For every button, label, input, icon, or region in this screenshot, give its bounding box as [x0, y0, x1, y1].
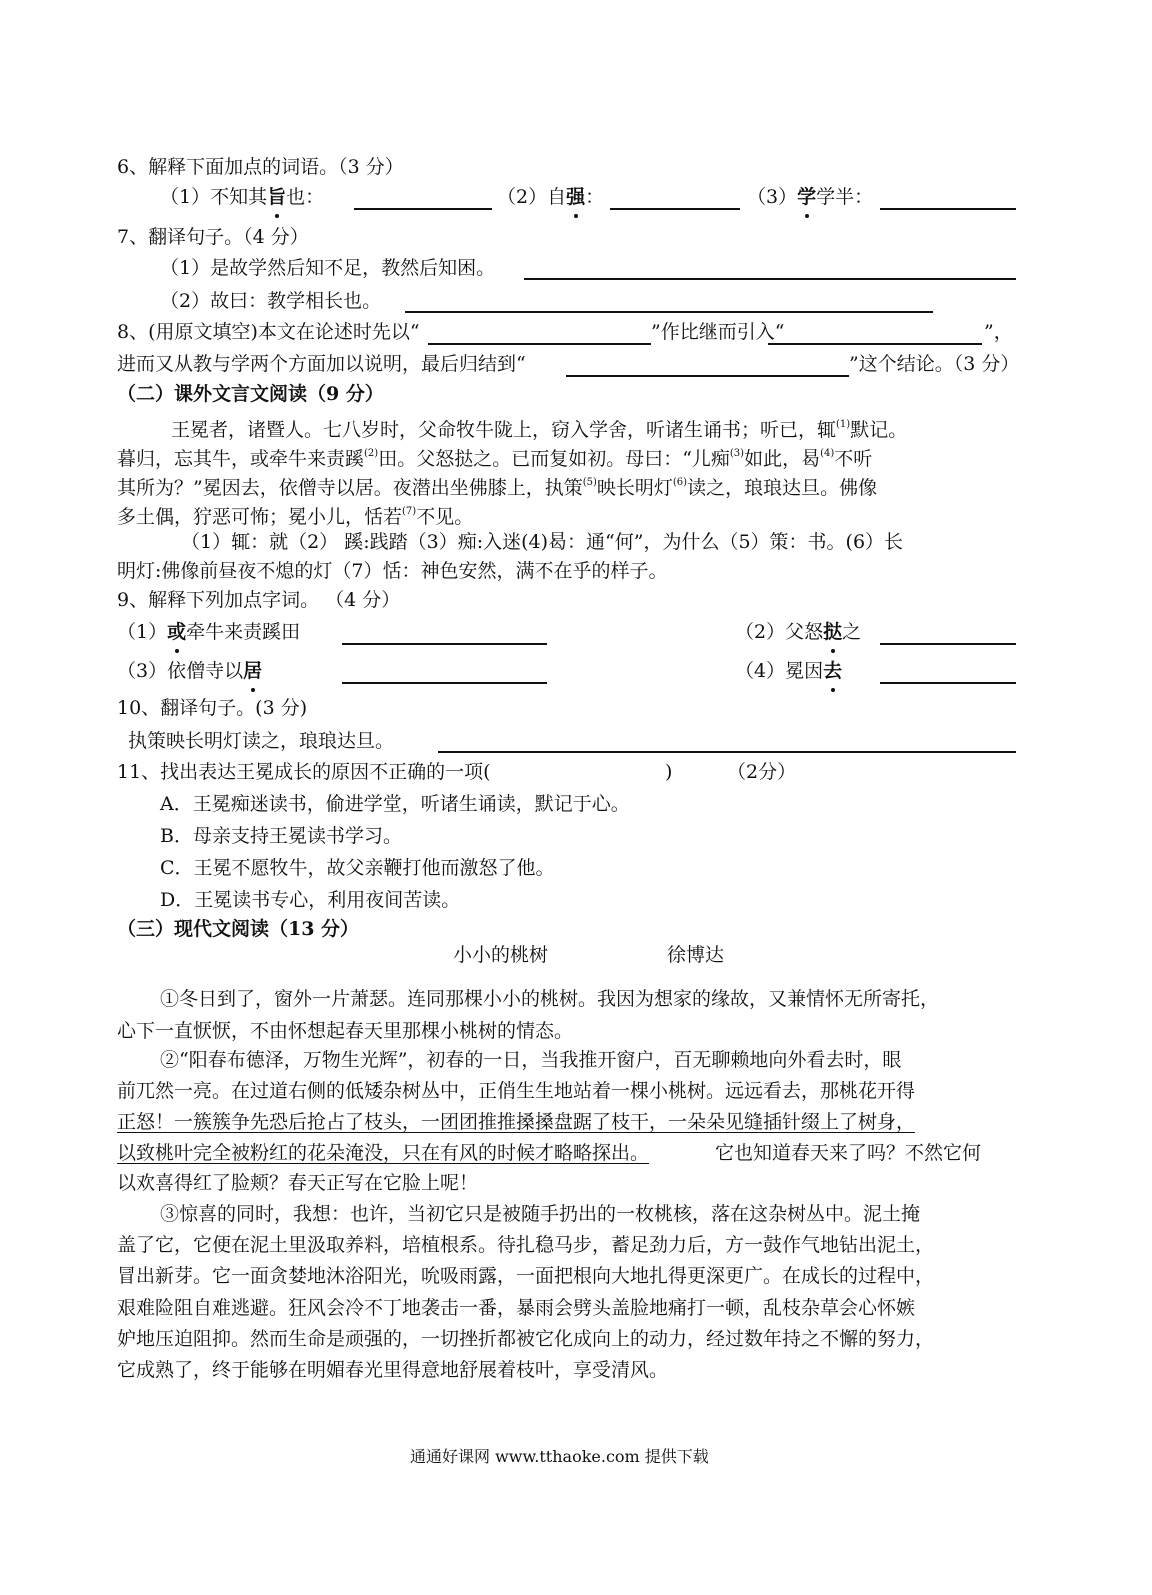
- sec2-para-1-text: 王冕者，诸暨人。七八岁时，父命牧牛陇上，窃入学舍，听诸生诵书；听已，辄$^{(1)}$默记。: [171, 419, 908, 441]
- sec2-para-line-3: [0, 468, 1152, 498]
- article-text: 它也知道春天来了吗？不然它何: [715, 1142, 982, 1164]
- q7-title-line: [0, 222, 1152, 252]
- q11-option-b-line: [0, 821, 1152, 851]
- sec2-title-line: [0, 379, 1152, 409]
- footnote-mark: (5): [582, 477, 597, 488]
- q10-title: 10、翻译句子。(3 分): [117, 697, 308, 719]
- q7-answer-blank-2[interactable]: [405, 289, 933, 313]
- q11-option-d[interactable]: D．王冕读书专心，利用夜间苦读。: [160, 889, 461, 911]
- q11-title-close: ): [665, 761, 673, 783]
- article-para-2-line-2: [0, 1076, 1152, 1106]
- article-para-3-line-5: [0, 1324, 1152, 1354]
- q6-item-3: （3）学学半：: [747, 182, 873, 212]
- q6-answer-blank-2[interactable]: [610, 186, 740, 210]
- q8-answer-blank-3[interactable]: [566, 353, 849, 377]
- article-para-3-line-1: [0, 1199, 1152, 1229]
- q7-sentence-2: （2）故曰：教学相长也。: [160, 290, 382, 312]
- q11-title: 11、找出表达王冕成长的原因不正确的一项(: [117, 761, 491, 783]
- q9-item-1: （1）或牵牛来责蹊田: [117, 617, 300, 647]
- q10-answer-blank[interactable]: [438, 729, 1016, 753]
- article-text: ②“阳春布德泽，万物生光辉”，初春的一日，当我推开窗户，百无聊赖地向外看去时，眼: [160, 1049, 902, 1071]
- q9-answer-blank-1[interactable]: [342, 621, 547, 645]
- q8-text-1c: ”，: [984, 321, 1013, 343]
- article-text: 以欢喜得红了脸颊？春天正写在它脸上呢！: [117, 1172, 479, 1194]
- article-underlined-text: 正怒！一簇簇争先恐后抢占了枝头，一团团推推搡搡盘踞了枝干，一朵朵见缝插针缀上了树身，: [117, 1111, 916, 1133]
- q9-item-3: （3）依僧寺以居: [117, 656, 262, 686]
- article-text: 妒地压迫阻抑。然而生命是顽强的，一切挫折都被它化成向上的动力，经过数年持之不懈的努力，: [117, 1328, 935, 1350]
- q9-answer-blank-2[interactable]: [880, 621, 1016, 645]
- q6-answer-blank-1[interactable]: [354, 186, 492, 210]
- q9-answer-blank-4[interactable]: [880, 660, 1016, 684]
- q6-item-2: （2）自强：: [497, 182, 604, 212]
- q11-option-c-line: [0, 853, 1152, 883]
- article-text: 它成熟了，终于能够在明媚春光里得意地舒展着枝叶，享受清风。: [117, 1359, 669, 1381]
- q7-sentence-1: （1）是故学然后知不足，教然后知困。: [160, 257, 496, 279]
- footnote-mark: (7): [402, 506, 417, 517]
- article-text: 前兀然一亮。在过道右侧的低矮杂树丛中，正俏生生地站着一棵小桃树。远远看去，那桃花开得: [117, 1080, 916, 1102]
- sec2-notes-1: （1）辄：就（2） 蹊:践踏（3）痴:入迷(4)曷：通“何”，为什么（5）策：书。(6）长: [181, 531, 904, 553]
- footnote-mark: (6): [672, 477, 688, 488]
- article-para-3-line-4: [0, 1293, 1152, 1323]
- q9-item-2-dotted: 挞: [823, 617, 842, 647]
- sec2-para-line-2: [0, 439, 1152, 469]
- article-text: 心下一直恹恹，不由怀想起春天里那棵小桃树的情态。: [117, 1020, 574, 1042]
- q8-text-1a: 8、(用原文填空)本文在论述时先以“: [117, 321, 420, 343]
- q10-title-line: [0, 693, 1152, 723]
- q11-option-c[interactable]: C．王冕不愿牧牛，故父亲鞭打他而激怒了他。: [160, 857, 555, 879]
- q6-answer-blank-3[interactable]: [880, 186, 1016, 210]
- sec2-para-line-4: [0, 497, 1152, 527]
- article-para-3-line-3: [0, 1261, 1152, 1291]
- q8-answer-blank-1[interactable]: [428, 321, 651, 345]
- sec2-notes-line-1: [0, 527, 1152, 557]
- article-para-1-line-2: [0, 1016, 1152, 1046]
- q8-answer-blank-2[interactable]: [768, 321, 982, 345]
- q11-option-d-line: [0, 885, 1152, 915]
- page-footer: [0, 1442, 1152, 1472]
- sec2-para-3-text: 其所为？”冕因去，依僧寺以居。夜潜出坐佛膝上，执策$^{(5)}$映长明灯$^{(6)}$读之，琅琅达旦。佛像: [117, 477, 878, 499]
- q7-title: 7、翻译句子。（4 分）: [117, 226, 309, 248]
- footer-text: 通通好课网 www.tthaoke.com 提供下载: [410, 1447, 709, 1466]
- article-para-3-line-2: [0, 1230, 1152, 1260]
- article-text: 冒出新芽。它一面贪婪地沐浴阳光，吮吸雨露，一面把根向大地扎得更深更广。在成长的过程中，: [117, 1265, 935, 1287]
- q6-item-3-dotted: 学: [797, 182, 816, 212]
- article-para-2-line-4: [0, 1138, 1152, 1168]
- article-para-1-line-1: [0, 984, 1152, 1014]
- q11-title-line: [0, 757, 1152, 787]
- q11-option-a-line: [0, 789, 1152, 819]
- footnote-mark: (3): [729, 448, 745, 459]
- sec2-notes-2: 明灯:佛像前昼夜不熄的灯（7）恬：神色安然，满不在乎的样子。: [117, 560, 668, 582]
- sec2-para-line-1: [0, 410, 1152, 440]
- q9-title: 9、解释下列加点字词。 （4 分）: [117, 589, 401, 611]
- article-underlined-text: 以致桃叶完全被粉红的花朵淹没，只在有风的时候才略略探出。: [117, 1142, 650, 1164]
- q9-title-line: [0, 585, 1152, 615]
- q9-item-4: （4）冕因去: [735, 656, 842, 686]
- article-para-2-line-1: [0, 1045, 1152, 1075]
- q9-item-1-dotted: 或: [167, 617, 186, 647]
- q11-option-a[interactable]: A．王冕痴迷读书，偷进学堂，听诸生诵读，默记于心。: [160, 793, 630, 815]
- q8-text-2a: 进而又从教与学两个方面加以说明，最后归结到“: [117, 353, 526, 375]
- sec3-title: （三）现代文阅读（13 分）: [117, 918, 360, 940]
- sec2-para-2-text: 暮归，忘其牛，或牵牛来责蹊$^{(2)}$田。父怒挞之。已而复如初。母曰：“儿痴$^{(3)}$如此，曷$^{(4)}$不听: [117, 448, 873, 470]
- q6-item-2-dotted: 强: [566, 182, 585, 212]
- q8-text-2b: ”这个结论。（3 分）: [849, 353, 1020, 375]
- q6-item-1-dotted: 旨: [267, 182, 286, 212]
- article-text: ③惊喜的同时，我想：也许，当初它只是被随手扔出的一枚桃核，落在这杂树丛中。泥土掩: [160, 1203, 921, 1225]
- q11-score: （2分）: [727, 761, 797, 783]
- q9-item-3-dotted: 居: [243, 656, 262, 686]
- article-para-2-line-5: [0, 1168, 1152, 1198]
- footnote-mark: (2): [364, 448, 379, 459]
- q10-sentence: 执策映长明灯读之，琅琅达旦。: [128, 730, 395, 752]
- q9-item-2: （2）父怒挞之: [735, 617, 861, 647]
- q8-text-1b: ”作比继而引入“: [651, 321, 785, 343]
- q9-answer-blank-3[interactable]: [342, 660, 547, 684]
- article-text: ①冬日到了，窗外一片萧瑟。连同那棵小小的桃树。我因为想家的缘故，又兼情怀无所寄托，: [160, 988, 940, 1010]
- q11-option-b[interactable]: B．母亲支持王冕读书学习。: [160, 825, 402, 847]
- article-text: 艰难险阻自难逃避。狂风会冷不丁地袭击一番，暴雨会劈头盖脸地痛打一顿，乱枝杂草会心怀嫉: [117, 1297, 916, 1319]
- footnote-mark: (1): [836, 419, 851, 430]
- q9-item-4-dotted: 去: [823, 656, 842, 686]
- article-para-2-line-3: [0, 1107, 1152, 1137]
- footnote-mark: (4): [820, 448, 835, 459]
- article-para-3-line-6: [0, 1355, 1152, 1385]
- sec2-title: （二）课外文言文阅读（9 分）: [117, 383, 384, 405]
- q6-item-1: （1）不知其旨也：: [160, 182, 324, 212]
- article-heading-line: [0, 940, 1152, 970]
- article-author: 徐博达: [667, 944, 725, 966]
- sec2-notes-line-2: [0, 556, 1152, 586]
- q6-title-line: [0, 152, 1152, 182]
- article-text: 盖了它，它便在泥土里汲取养料，培植根系。待扎稳马步，蓄足劲力后，方一鼓作气地钻出泥土，: [117, 1234, 935, 1256]
- q6-title: 6、解释下面加点的词语。（3 分）: [117, 156, 404, 178]
- article-title: 小小的桃树: [453, 944, 549, 966]
- sec2-para-4-text: 多土偶，狞恶可怖；冕小儿，恬若$^{(7)}$不见。: [117, 506, 474, 528]
- q7-answer-blank-1[interactable]: [524, 256, 1016, 280]
